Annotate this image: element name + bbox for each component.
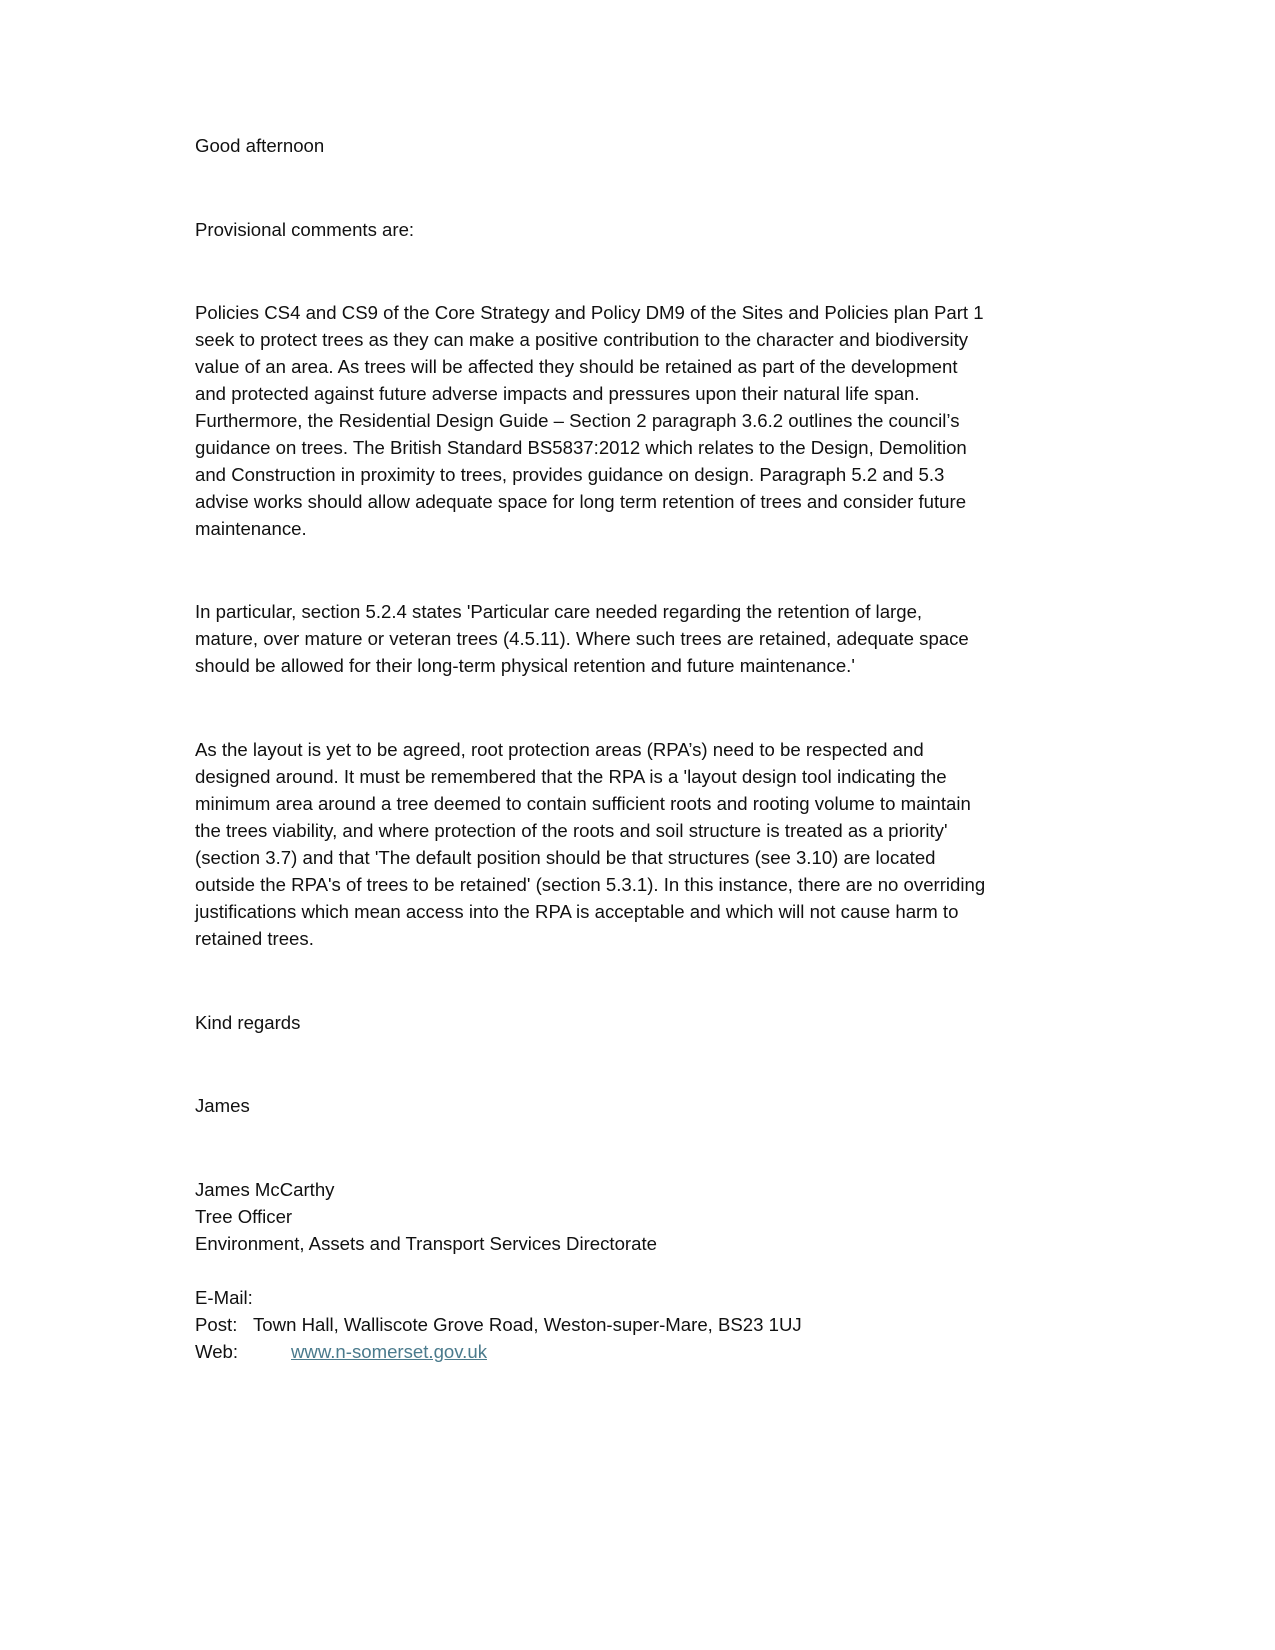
text-line: value of an area. As trees will be affected they should be retained as part of the development (195, 356, 958, 377)
text-line: maintenance. (195, 518, 307, 539)
text-line: advise works should allow adequate space for long term retention of trees and consider future (195, 491, 967, 512)
post-line (195, 1311, 802, 1338)
signature-block (195, 1176, 802, 1365)
text-line: seek to protect trees as they can make a positive contribution to the character and biodiversity (195, 329, 969, 350)
greeting: Good afternoon (195, 135, 325, 156)
web-line (195, 1338, 802, 1365)
text-line: and Construction in proximity to trees, provides guidance on design. Paragraph 5.2 and 5.3 (195, 464, 945, 485)
text-line: minimum area around a tree deemed to contain sufficient roots and rooting volume to maintain (195, 793, 971, 814)
text-line: justifications which mean access into the RPA is acceptable and which will not cause harm to (195, 901, 959, 922)
post-label: Post: (195, 1314, 238, 1335)
text-line: In particular, section 5.2.4 states 'Particular care needed regarding the retention of large, (195, 601, 923, 622)
intro-line: Provisional comments are: (195, 219, 415, 240)
first-name: James (195, 1095, 250, 1116)
text-line: As the layout is yet to be agreed, root protection areas (RPA’s) need to be respected and (195, 739, 924, 760)
text-line: (section 3.7) and that 'The default position should be that structures (see 3.10) are located (195, 847, 936, 868)
text-line: guidance on trees. The British Standard BS5837:2012 which relates to the Design, Demolition (195, 437, 967, 458)
text-line: retained trees. (195, 928, 314, 949)
web-label: Web: (195, 1341, 239, 1362)
text-line: mature, over mature or veteran trees (4.5.11). Where such trees are retained, adequate space (195, 628, 969, 649)
email-label: E-Mail: (195, 1287, 253, 1308)
text-line: should be allowed for their long-term physical retention and future maintenance.' (195, 655, 855, 676)
text-line: Policies CS4 and CS9 of the Core Strategy and Policy DM9 of the Sites and Policies plan Part 1 (195, 302, 984, 323)
text-line: Furthermore, the Residential Design Guide – Section 2 paragraph 3.6.2 outlines the council’s (195, 410, 960, 431)
signature-name: James McCarthy (195, 1179, 335, 1200)
signature-title: Tree Officer (195, 1206, 293, 1227)
post-address: Town Hall, Walliscote Grove Road, Weston-super-Mare, BS23 1UJ (253, 1314, 802, 1335)
text-line: designed around. It must be remembered that the RPA is a 'layout design tool indicating the (195, 766, 947, 787)
signature-department: Environment, Assets and Transport Services Directorate (195, 1233, 657, 1254)
closing: Kind regards (195, 1012, 301, 1033)
text-line: outside the RPA's of trees to be retained' (section 5.3.1). In this instance, there are no overriding (195, 874, 986, 895)
paragraph-rpa (195, 736, 985, 952)
text-line: the trees viability, and where protection of the roots and soil structure is treated as a priority' (195, 820, 948, 841)
website-link[interactable]: www.n-somerset.gov.uk (291, 1341, 487, 1362)
paragraph-policies (195, 299, 984, 542)
text-line: and protected against future adverse impacts and pressures upon their natural life span. (195, 383, 920, 404)
paragraph-section-5-2-4 (195, 598, 969, 679)
